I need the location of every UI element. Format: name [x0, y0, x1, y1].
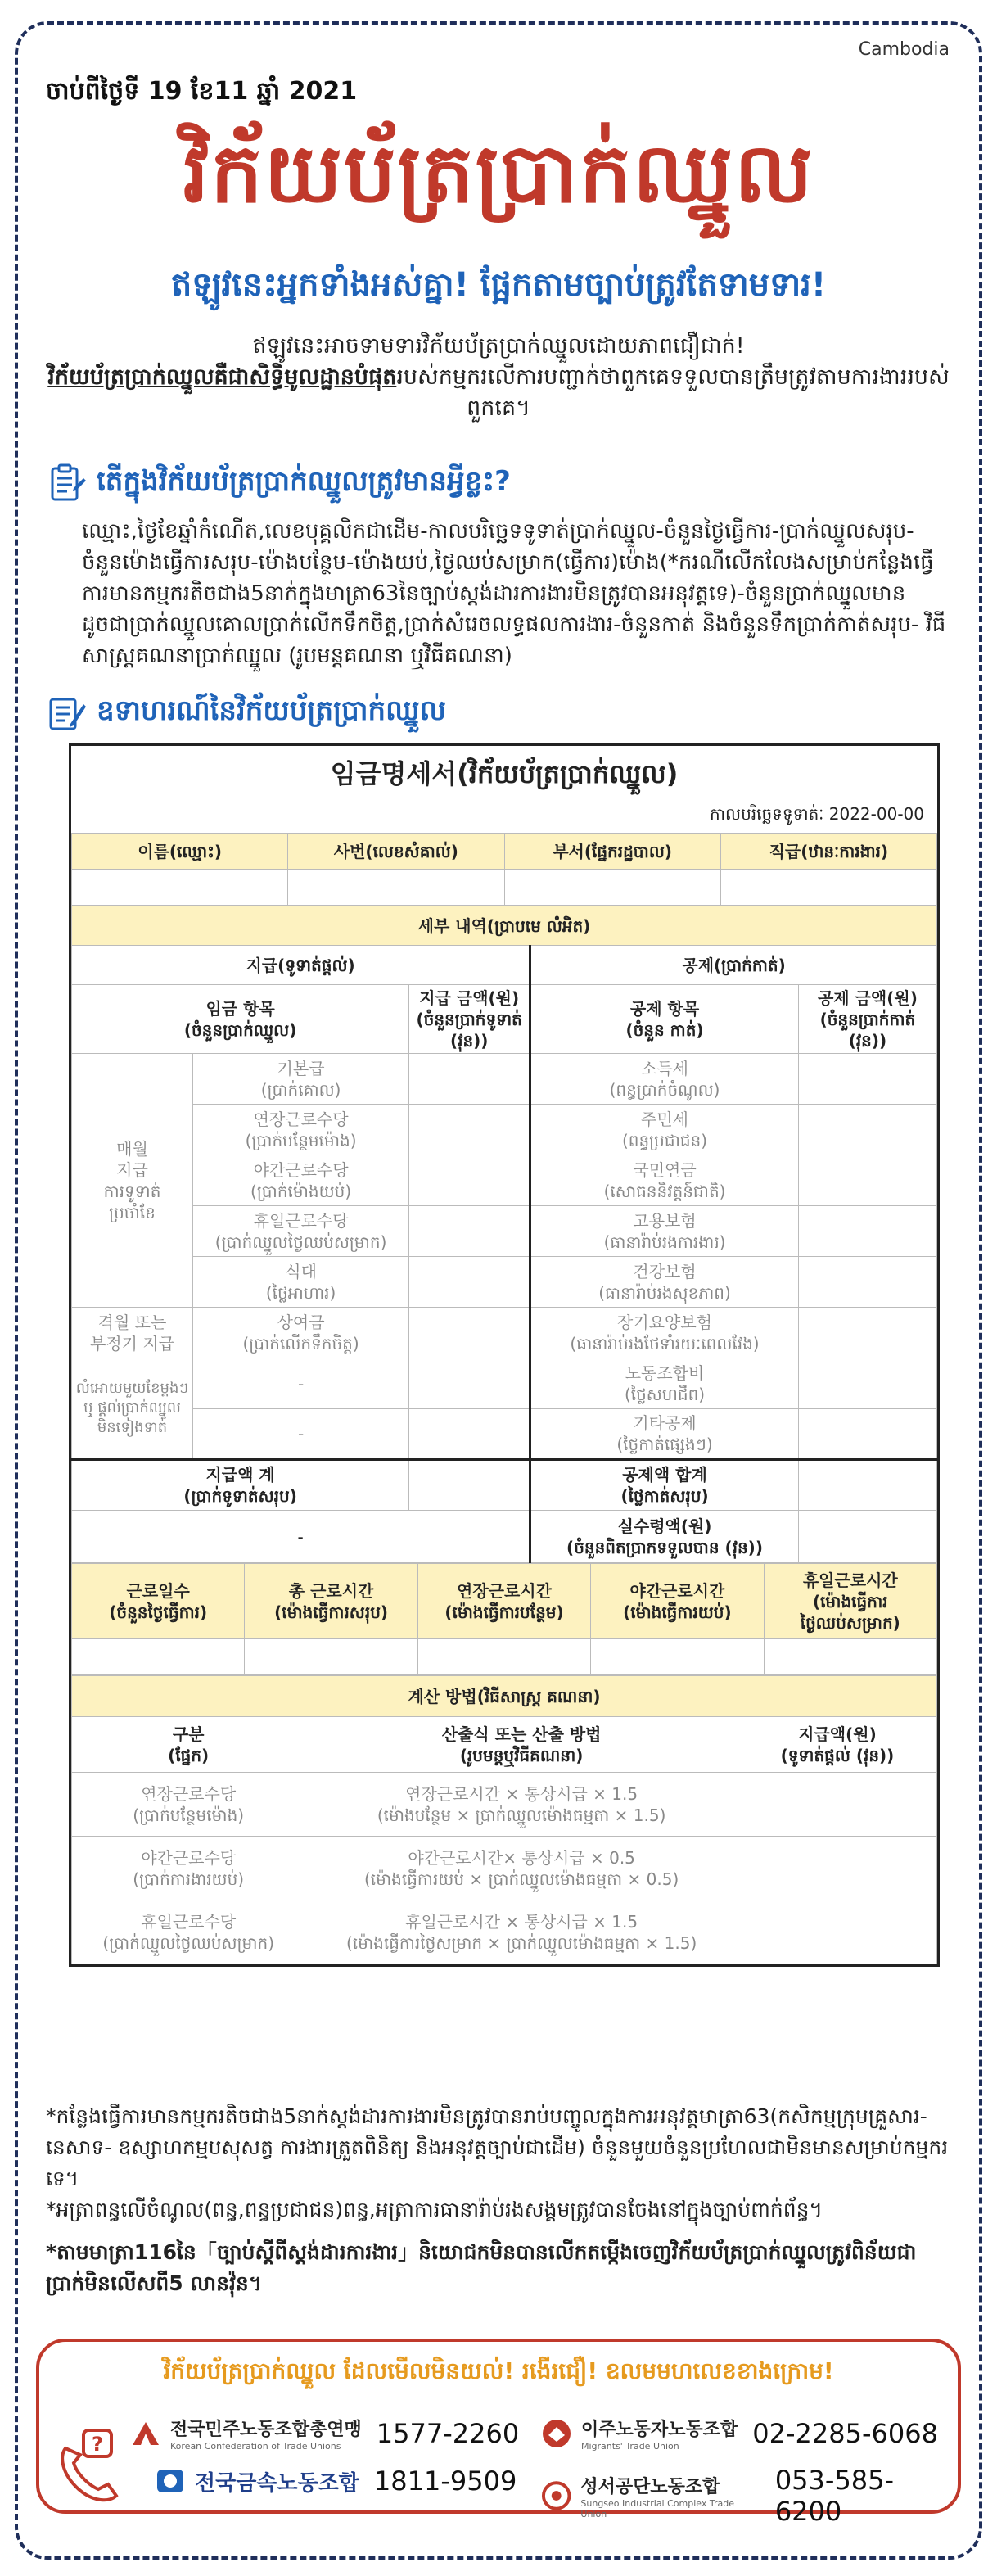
- org-kctu: [129, 2416, 519, 2452]
- formula-ko: 야간근로시간× 통상시급 × 0.5: [408, 1847, 635, 1868]
- org-kmwu: [154, 2465, 517, 2497]
- hours-cell: [417, 1639, 590, 1675]
- org-mtu: [540, 2416, 938, 2452]
- info-header-name: 이름(ឈ្មោះ): [72, 834, 288, 870]
- item-ko: 연장근로수당: [141, 1783, 237, 1804]
- item-ko: 고용보험: [633, 1210, 697, 1231]
- org-sub: Migrants' Trade Union: [581, 2441, 679, 2452]
- org-phone[interactable]: 053-585-6200: [774, 2465, 895, 2527]
- calc-amount: [738, 1900, 936, 1964]
- head-km: (ទូទាត់ផ្តល់ (វុន)): [780, 1745, 895, 1765]
- head-km: (រូបមន្តឬវិធីគណនា): [459, 1745, 584, 1765]
- label-line: 지급: [116, 1159, 148, 1180]
- head-ko: 야간근로시간: [629, 1580, 725, 1601]
- formula-ko: 연장근로시간 × 통상시급 × 1.5: [405, 1783, 638, 1804]
- head-km: (ចំនួនថ្ងៃធ្វើការ): [109, 1602, 208, 1622]
- item-km: (ប្រាក់គោល): [260, 1079, 341, 1100]
- head-ko: 구분: [172, 1724, 205, 1744]
- head-km: (ម៉ោងធ្វើការយប់): [623, 1602, 732, 1622]
- hours-cell: [72, 1639, 245, 1675]
- info-header-id: 사번(លេខសំគាល់): [288, 834, 504, 870]
- pay-total-value: [409, 1460, 530, 1511]
- org-name: 전국민주노동조합총연맹: [170, 2420, 362, 2440]
- calc-formula: [305, 1900, 738, 1964]
- org-phone[interactable]: 1811-9509: [373, 2465, 517, 2497]
- item-ko: 국민연금: [633, 1159, 697, 1180]
- deduct-item: [530, 1105, 799, 1155]
- item-ko: 상여금: [277, 1312, 325, 1332]
- pay-item: [192, 1105, 408, 1155]
- head-ko: 임금 항목: [205, 998, 275, 1019]
- org-name: 전국금속노동조합: [195, 2470, 359, 2496]
- pay-item: [192, 1206, 408, 1257]
- section-what-to-include: [46, 463, 511, 504]
- contact-heading: វិក័យប័ត្រប្រាក់ឈ្នួល ដែលមើលមិនយល់! រងើរជឿ! ឧលមមហលេខខាងក្រោម!: [163, 2357, 834, 2384]
- deduct-item: [530, 1409, 799, 1460]
- pay-item: [192, 1155, 408, 1206]
- org-name: 성서공단노동조합: [580, 2476, 720, 2497]
- deduct-item-head: [530, 985, 799, 1054]
- head-ko: 지급액(원): [798, 1724, 877, 1744]
- item-km: (ថ្លៃអាហារ): [265, 1282, 336, 1303]
- item-km: (ប្រាក់ឈ្នួលថ្ងៃឈប់សម្រាក): [102, 1932, 275, 1953]
- head-ko: 지급 금액(원): [419, 987, 520, 1008]
- item-ko: 연장근로수당: [253, 1109, 349, 1129]
- pay-slip: [69, 743, 940, 1967]
- mtu-logo-icon: [540, 2417, 573, 2450]
- intro-bold: វិក័យប័ត្រប្រាក់ឈ្នួលគឺជាសិទ្ធិមូលដ្ឋានបំផុត: [47, 364, 397, 390]
- pay-amount: [409, 1105, 530, 1155]
- deduct-item: [530, 1358, 799, 1409]
- deduct-amount-head: [798, 985, 936, 1054]
- org-sub: Sungseo Industrial Complex Trade Union: [580, 2497, 734, 2520]
- deduct-header: 공제(ប្រាក់កាត់): [530, 946, 937, 985]
- item-km: (ពន្ធប្រជាជន): [621, 1130, 708, 1150]
- deduct-amount: [798, 1308, 936, 1358]
- org-sub: Korean Confederation of Trade Unions: [170, 2441, 341, 2452]
- item-ko: 휴일근로수당: [253, 1210, 349, 1231]
- deduct-item: [530, 1257, 799, 1308]
- hours-header-overtime: [417, 1564, 590, 1639]
- head-km: (ម៉ោងធ្វើការបន្ថែម): [444, 1602, 564, 1622]
- country-label: Cambodia: [858, 39, 950, 60]
- item-ko: 야간근로수당: [253, 1159, 349, 1180]
- item-km: (ថ្លៃកាត់ផ្សេងៗ): [616, 1435, 713, 1454]
- employee-info-table: [71, 833, 937, 906]
- calc-item: [72, 1837, 305, 1900]
- irregular-khmer-label: លំអោយមួយខែម្តងៗ ឬ ផ្តល់ប្រាក់ឈ្នួលមិនទៀងទាត់: [72, 1358, 193, 1460]
- net-km: (ចំនួនពិតប្រាកទទួលបាន (វុន)): [566, 1537, 763, 1557]
- item-km: (ប្រាក់បន្ថែមម៉ោង): [245, 1130, 357, 1150]
- info-header-dept: 부서(ផ្នែករដ្ឋបាល): [504, 834, 720, 870]
- sungseo-logo-icon: [540, 2479, 572, 2512]
- total-km: (ប្រាក់ទូទាត់សរុប): [183, 1486, 297, 1506]
- calculation-table: [71, 1675, 937, 1964]
- org-sungseo: [540, 2465, 958, 2527]
- pay-item-empty: -: [192, 1409, 408, 1460]
- pay-amount: [409, 1054, 530, 1105]
- monthly-pay-label: [72, 1054, 193, 1308]
- total-ko: 지급액 계: [205, 1465, 275, 1485]
- label-line: 격월 또는: [97, 1312, 167, 1332]
- deduct-amount: [798, 1054, 936, 1105]
- hours-cell: [591, 1639, 764, 1675]
- section-example: [46, 693, 446, 734]
- kctu-logo-icon: [129, 2417, 162, 2450]
- kmwu-logo-icon: [154, 2465, 187, 2497]
- pay-total-label: [72, 1460, 409, 1511]
- page-title: វិក័យប័ត្រប្រាក់ឈ្នួល: [183, 125, 814, 221]
- deduct-item: [530, 1155, 799, 1206]
- info-cell: [72, 870, 288, 906]
- org-name: 이주노동자노동조합: [581, 2420, 738, 2440]
- head-ko: 총 근로시간: [288, 1580, 374, 1601]
- clipboard-list-icon: [46, 463, 87, 504]
- deduct-item: [530, 1308, 799, 1358]
- org-phone[interactable]: 02-2285-6068: [752, 2418, 938, 2449]
- deduct-item: [530, 1206, 799, 1257]
- page-subtitle: ឥឡូវនេះអ្នកទាំងអស់គ្នា! ផ្អែកតាមច្បាប់ត្រូវតែទាមទារ!: [170, 266, 827, 304]
- calc-amount: [738, 1837, 936, 1900]
- hours-cell: [245, 1639, 417, 1675]
- head-ko: 공제 금액(원): [817, 987, 918, 1008]
- deduct-total-label: [530, 1460, 799, 1511]
- item-km: (ប្រាក់ការងារយប់): [133, 1869, 245, 1889]
- item-ko: 장기요양보험: [617, 1312, 712, 1332]
- hours-header-total: [245, 1564, 417, 1639]
- irregular-pay-label: [72, 1308, 193, 1358]
- phone-question-icon: [51, 2424, 133, 2506]
- formula-km: (ម៉ោងបន្ថែម × ប្រាក់ឈ្នួលម៉ោងធម្មតា × 1.5): [377, 1805, 666, 1825]
- slip-pay-date: កាលបរិច្ឆេទទូទាត់ៈ 2022-00-00: [710, 804, 924, 824]
- detail-header: 세부 내역(ប្រាបមេ លំអិត): [72, 906, 937, 946]
- item-km: (ធានារ៉ាប់រងថែទាំរយៈពេលវែង): [570, 1333, 760, 1354]
- net-pay-value: [798, 1511, 936, 1563]
- head-km: (ម៉ោងធ្វើការសរុប): [274, 1602, 389, 1622]
- deduct-amount: [798, 1206, 936, 1257]
- formula-km: (ម៉ោងធ្វើការថ្ងៃសម្រាក × ប្រាក់ឈ្នួលម៉ោងធម្មតា × 1.5): [345, 1932, 697, 1953]
- info-header-rank: 직급(ឋានៈការងារ): [720, 834, 936, 870]
- item-ko: 기본급: [277, 1058, 325, 1078]
- work-hours-table: [71, 1563, 937, 1675]
- svg-text:?: ?: [92, 2433, 103, 2456]
- head-km: (ម៉ោងធ្វើការ: [812, 1591, 888, 1611]
- calc-col-formula: [305, 1717, 738, 1773]
- calc-col-amount: [738, 1717, 936, 1773]
- item-ko: 주민세: [641, 1109, 688, 1129]
- net-ko: 실수령액(원): [617, 1516, 712, 1536]
- label-line: ប្រចាំខែ: [109, 1202, 156, 1222]
- pay-amount: [409, 1308, 530, 1358]
- deduct-amount: [798, 1409, 936, 1460]
- deduct-amount: [798, 1155, 936, 1206]
- item-ko: 야간근로수당: [141, 1847, 237, 1868]
- calc-col-category: [72, 1717, 305, 1773]
- hours-header-days: [72, 1564, 245, 1639]
- info-cell: [720, 870, 936, 906]
- head-km: (ចំនួន កាត់): [625, 1019, 704, 1040]
- head-ko: 공제 항목: [629, 998, 700, 1019]
- calc-formula: [305, 1773, 738, 1837]
- calc-item: [72, 1900, 305, 1964]
- head-km: ថ្ងៃឈប់សម្រាក): [800, 1612, 900, 1633]
- pay-amount: [409, 1257, 530, 1308]
- pay-item: [192, 1257, 408, 1308]
- head-km: (ចំនួនប្រាក់ឈ្នួល): [183, 1019, 297, 1040]
- detail-table: [71, 906, 937, 1563]
- footnote: *អត្រាពន្ធលើចំណូល(ពន្ធ,ពន្ធប្រជាជន)ពន្ធ,អត្រាការធានារ៉ាប់រងសង្គមត្រូវបានចែងនៅក្នុងច្បាប់ពាក់ព័ន្ធ។: [46, 2198, 823, 2221]
- hours-header-holiday: [764, 1564, 936, 1639]
- pay-amount: [409, 1206, 530, 1257]
- pay-header: 지급(ទូទាត់ផ្តល់): [72, 946, 530, 985]
- item-ko: 소득세: [641, 1058, 688, 1078]
- pay-item: [192, 1308, 408, 1358]
- intro-rest: របស់កម្មករលើការបញ្ជាក់ថាពួកគេទទួលបានត្រឹមត្រូវតាមការងាររបស់ពួកគេ។: [396, 364, 950, 421]
- deduct-item: [530, 1054, 799, 1105]
- head-km: (ចំនួនប្រាក់កាត់ (វុន)): [819, 1009, 916, 1051]
- info-cell: [288, 870, 504, 906]
- deduct-amount: [798, 1358, 936, 1409]
- head-ko: 산출식 또는 산출 방법: [441, 1724, 602, 1744]
- formula-ko: 휴일근로시간 × 통상시급 × 1.5: [405, 1911, 638, 1932]
- head-km: (ចំនួនប្រាក់ទូទាត់ (វុន)): [416, 1009, 522, 1051]
- footnote-penalty: *តាមមាត្រា116នៃ「ច្បាប់ស្តីពីស្តង់ដារការងារ」និយោជកមិនបានលើកតម្កើងចេញវិក័យប័ត្រប្រាក់ឈ្នួលត្រូវពិន័យជាប្រាក់មិនលើសពី5 លានវ៉ុន។: [46, 2240, 917, 2295]
- pay-amount: [409, 1409, 530, 1460]
- pay-item: [192, 1054, 408, 1105]
- item-km: (ធានារ៉ាប់រងការងារ): [603, 1232, 726, 1252]
- item-km: (ប្រាក់ឈ្នួលថ្ងៃឈប់សម្រាក): [214, 1232, 387, 1252]
- intro-text: [46, 331, 951, 424]
- total-ko: 공제액 합계: [622, 1465, 707, 1485]
- item-km: (ប្រាក់បន្ថែមម៉ោង): [133, 1805, 245, 1825]
- footnote: *កន្លែងធ្វើការមានកម្មករតិចជាង5នាក់ស្តង់ដារការងារមិនត្រូវបានរាប់បញ្ចូលក្នុងការអនុវត្តមាត្រា63(កសិកម្មក្រុមគ្រួសារ-នេសាទ- ឧស្សាហកម្មបសុសត្វ ការងារត្រួតពិនិត្យ និងអនុវត្តច្បាប់ជាដើម) ចំនួនមួយចំនួនប្រហែលជាមិនមានសម្រាប់កម្មករទេ។: [46, 2104, 949, 2190]
- item-km: (ធានារ៉ាប់រងសុខភាព): [598, 1282, 731, 1303]
- info-cell: [504, 870, 720, 906]
- item-ko: 기타공제: [633, 1413, 697, 1433]
- head-km: (ផ្នែក): [168, 1745, 210, 1765]
- slip-title: 임금명세서(វិក័យប័ត្រប្រាក់ឈ្នួល): [330, 758, 679, 789]
- formula-km: (ម៉ោងធ្វើការយប់ × ប្រាក់ឈ្នួលម៉ោងធម្មតា × 0.5): [363, 1869, 679, 1889]
- pay-item-head: [72, 985, 409, 1054]
- deduct-amount: [798, 1105, 936, 1155]
- head-ko: 연장근로시간: [457, 1580, 552, 1601]
- item-km: (ប្រាក់ម៉ោងយប់): [250, 1181, 352, 1201]
- net-pay-label: [530, 1511, 799, 1563]
- item-km: (សោធននិវត្តន៍ជាតិ): [603, 1181, 726, 1201]
- pay-amount-head: [409, 985, 530, 1054]
- calc-item: [72, 1773, 305, 1837]
- calc-header: 계산 방법(វិធីសាស្ត្រ គណនា): [72, 1676, 937, 1717]
- pay-amount: [409, 1155, 530, 1206]
- effective-date: ចាប់ពីថ្ងៃទី 19 ខែ11 ឆ្នាំ 2021: [46, 77, 358, 106]
- label-line: 부정기 지급: [90, 1333, 174, 1354]
- contact-box: [36, 2339, 961, 2527]
- item-ko: 식대: [285, 1261, 317, 1281]
- section-heading: ឧទាហរណ៍នៃវិក័យប័ត្រប្រាក់ឈ្នួល: [97, 694, 446, 727]
- label-line: 매월: [116, 1138, 148, 1159]
- section-heading: តើក្នុងវិក័យប័ត្រប្រាក់ឈ្នួលត្រូវមានអ្វីខ្លះ?: [97, 465, 511, 498]
- deduct-amount: [798, 1257, 936, 1308]
- required-items-text: ឈ្មោះ,ថ្ងៃខែឆ្នាំកំណើត,លេខបុគ្គលិកជាដើម-កាលបរិច្ឆេទទូទាត់ប្រាក់ឈ្នួល-ចំនួនថ្ងៃធ្វើការ-ប្រាក់ឈ្នួលសរុប-ចំនួនម៉ោងធ្វើការសរុប-ម៉ោងបន្ថែម-ម៉ោងយប់,ថ្ងៃឈប់សម្រាក(ធ្វើការ)ម៉ោង(*ករណីលើកលែងសម្រាប់កន្លែងធ្វើការមានកម្មករតិចជាង5នាក់ក្នុងមាត្រា63នៃច្បាប់ស្តង់ដារការងារមិនត្រូវបានអនុវត្តទេ)-ចំនួនប្រាក់ឈ្នួលមានដូចជាប្រាក់ឈ្នួលគោលប្រាក់លើកទឹកចិត្ត,ប្រាក់សំរេចលទ្ធផលការងារ-ចំនួនកាត់ និងចំនួនទឹកប្រាក់កាត់សរុប- វិធីសាស្ត្រគណនាប្រាក់ឈ្នួល (រូបមន្តគណនា ឬវិធីគណនា): [82, 519, 946, 668]
- item-ko: 노동조합비: [625, 1363, 705, 1383]
- item-km: (ថ្លៃសហជីព): [624, 1384, 706, 1404]
- hours-header-night: [591, 1564, 764, 1639]
- deduct-total-value: [798, 1460, 936, 1511]
- item-km: (ប្រាក់លើកទឹកចិត្ត): [242, 1333, 359, 1354]
- intro-line: ឥឡូវនេះអាចទាមទារវិក័យប័ត្រប្រាក់ឈ្នួលដោយភាពជឿជាក់!: [252, 333, 745, 359]
- head-ko: 휴일근로시간: [802, 1570, 898, 1590]
- item-ko: 건강보험: [633, 1261, 697, 1281]
- footnotes: [46, 2101, 951, 2299]
- item-ko: 휴일근로수당: [141, 1911, 237, 1932]
- clipboard-pen-icon: [46, 693, 87, 734]
- total-km: (ថ្លៃកាត់សរុប): [620, 1486, 709, 1506]
- calc-formula: [305, 1837, 738, 1900]
- calc-amount: [738, 1773, 936, 1837]
- label-line: ការទូទាត់: [103, 1181, 161, 1201]
- pay-item-empty: -: [192, 1358, 408, 1409]
- hours-cell: [764, 1639, 936, 1675]
- item-km: (ពន្ធប្រាក់ចំណូល): [609, 1079, 720, 1100]
- pay-total-dash: -: [72, 1511, 530, 1563]
- org-phone[interactable]: 1577-2260: [376, 2418, 520, 2449]
- pay-amount: [409, 1358, 530, 1409]
- head-ko: 근로일수: [126, 1580, 190, 1601]
